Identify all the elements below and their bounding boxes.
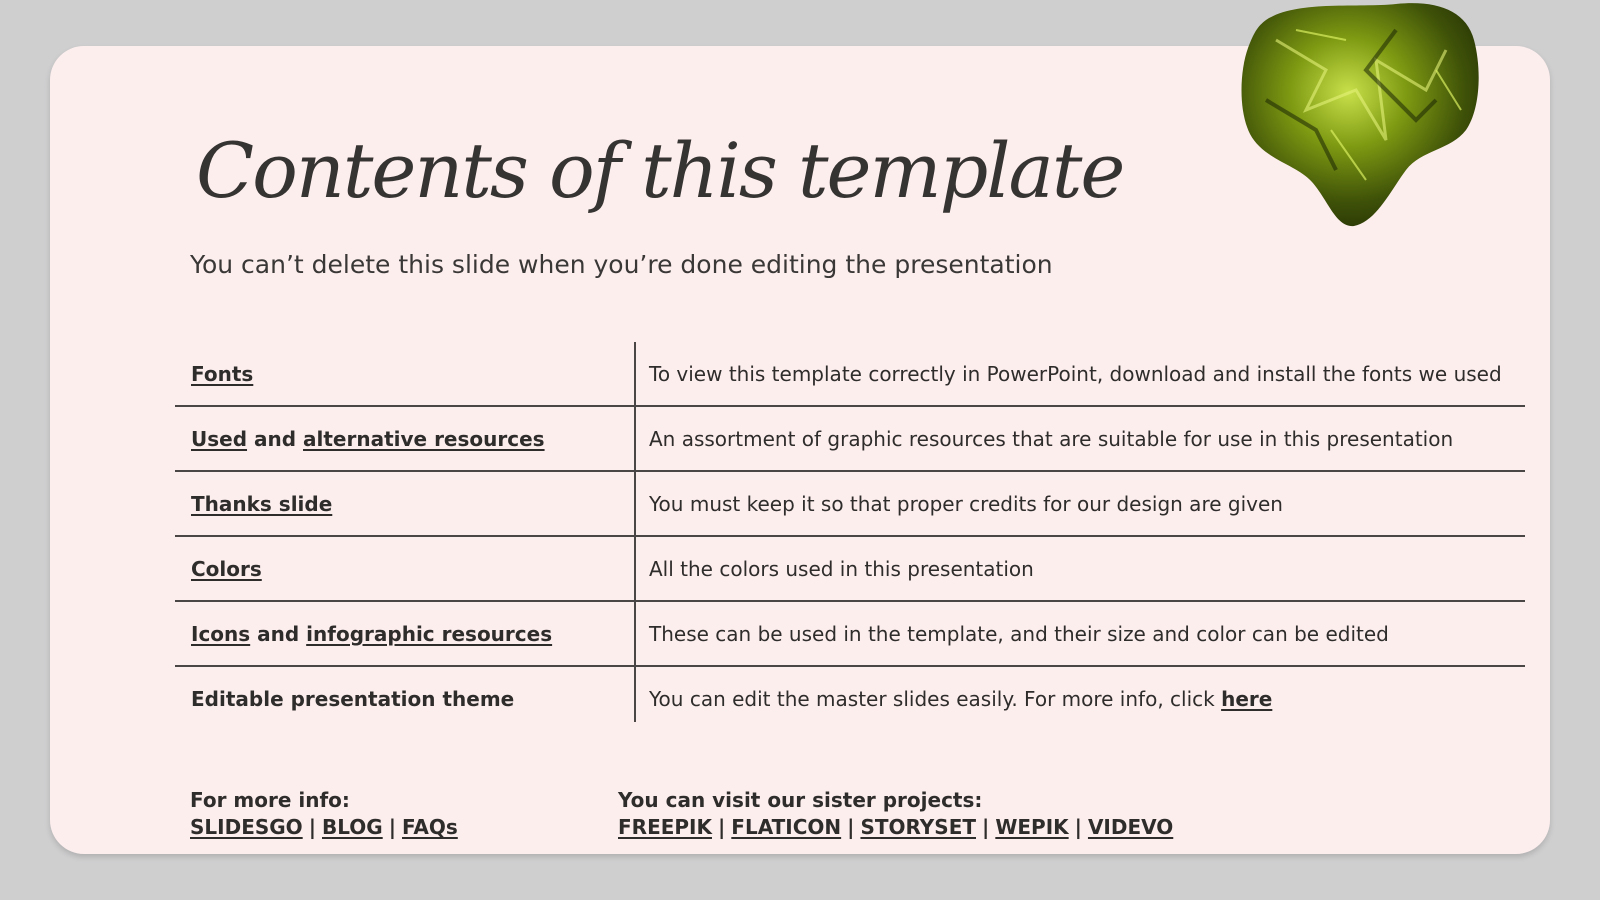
row-label-resources <box>175 427 634 451</box>
foil-blob-icon <box>1236 0 1486 232</box>
blog-link[interactable]: BLOG <box>322 815 383 839</box>
table-row <box>175 472 1525 537</box>
row-description: These can be used in the template, and their size and color can be edited <box>649 621 1389 646</box>
row-description: You must keep it so that proper credits for our design are given <box>649 491 1283 516</box>
used-resources-link[interactable]: Used <box>191 426 248 451</box>
table-row <box>175 667 1525 730</box>
wepik-link[interactable]: WEPIK <box>995 815 1069 839</box>
icons-link[interactable]: Icons <box>191 621 251 646</box>
sister-projects-heading: You can visit our sister projects: <box>618 788 983 812</box>
and-text: and <box>250 621 307 646</box>
faqs-link[interactable]: FAQs <box>402 815 458 839</box>
alternative-resources-link[interactable]: alternative resources <box>303 426 545 451</box>
freepik-link[interactable]: FREEPIK <box>618 815 712 839</box>
link-separator: | <box>1074 815 1082 839</box>
flaticon-link[interactable]: FLATICON <box>731 815 842 839</box>
editable-theme-label: Editable presentation theme <box>191 686 515 711</box>
slide-subtitle: You can’t delete this slide when you’re done editing the presentation <box>190 250 1053 279</box>
row-label-thanks <box>175 492 634 516</box>
sister-projects-footer <box>618 787 1173 841</box>
link-separator: | <box>982 815 990 839</box>
row-description: To view this template correctly in PowerPoint, download and install the fonts we used <box>649 361 1502 386</box>
storyset-link[interactable]: STORYSET <box>860 815 976 839</box>
row-label-theme <box>175 687 634 711</box>
fonts-link[interactable]: Fonts <box>191 361 254 386</box>
colors-link[interactable]: Colors <box>191 556 262 581</box>
link-separator: | <box>717 815 726 839</box>
sister-projects-links <box>618 814 1173 841</box>
link-separator: | <box>847 815 855 839</box>
row-description <box>634 687 1272 711</box>
table-row <box>175 342 1525 407</box>
link-separator: | <box>308 815 316 839</box>
table-row <box>175 537 1525 602</box>
and-text: and <box>247 426 304 451</box>
contents-table <box>175 342 1525 730</box>
more-info-links <box>190 814 458 841</box>
here-link[interactable]: here <box>1221 686 1273 711</box>
more-info-footer <box>190 787 458 841</box>
row-label-colors <box>175 557 634 581</box>
videvo-link[interactable]: VIDEVO <box>1087 815 1174 839</box>
table-row <box>175 407 1525 472</box>
slide-title: Contents of this template <box>196 126 1124 215</box>
row-description: All the colors used in this presentation <box>649 556 1034 581</box>
row-description: An assortment of graphic resources that are suitable for use in this presentation <box>649 426 1454 451</box>
table-row <box>175 602 1525 667</box>
link-separator: | <box>388 815 397 839</box>
row-label-icons <box>175 622 634 646</box>
row-label-fonts <box>175 362 634 386</box>
theme-description: You can edit the master slides easily. For more info, click <box>649 686 1222 711</box>
thanks-slide-link[interactable]: Thanks slide <box>191 491 333 516</box>
slidesgo-link[interactable]: SLIDESGO <box>190 815 303 839</box>
infographic-resources-link[interactable]: infographic resources <box>306 621 553 646</box>
more-info-heading: For more info: <box>190 788 350 812</box>
